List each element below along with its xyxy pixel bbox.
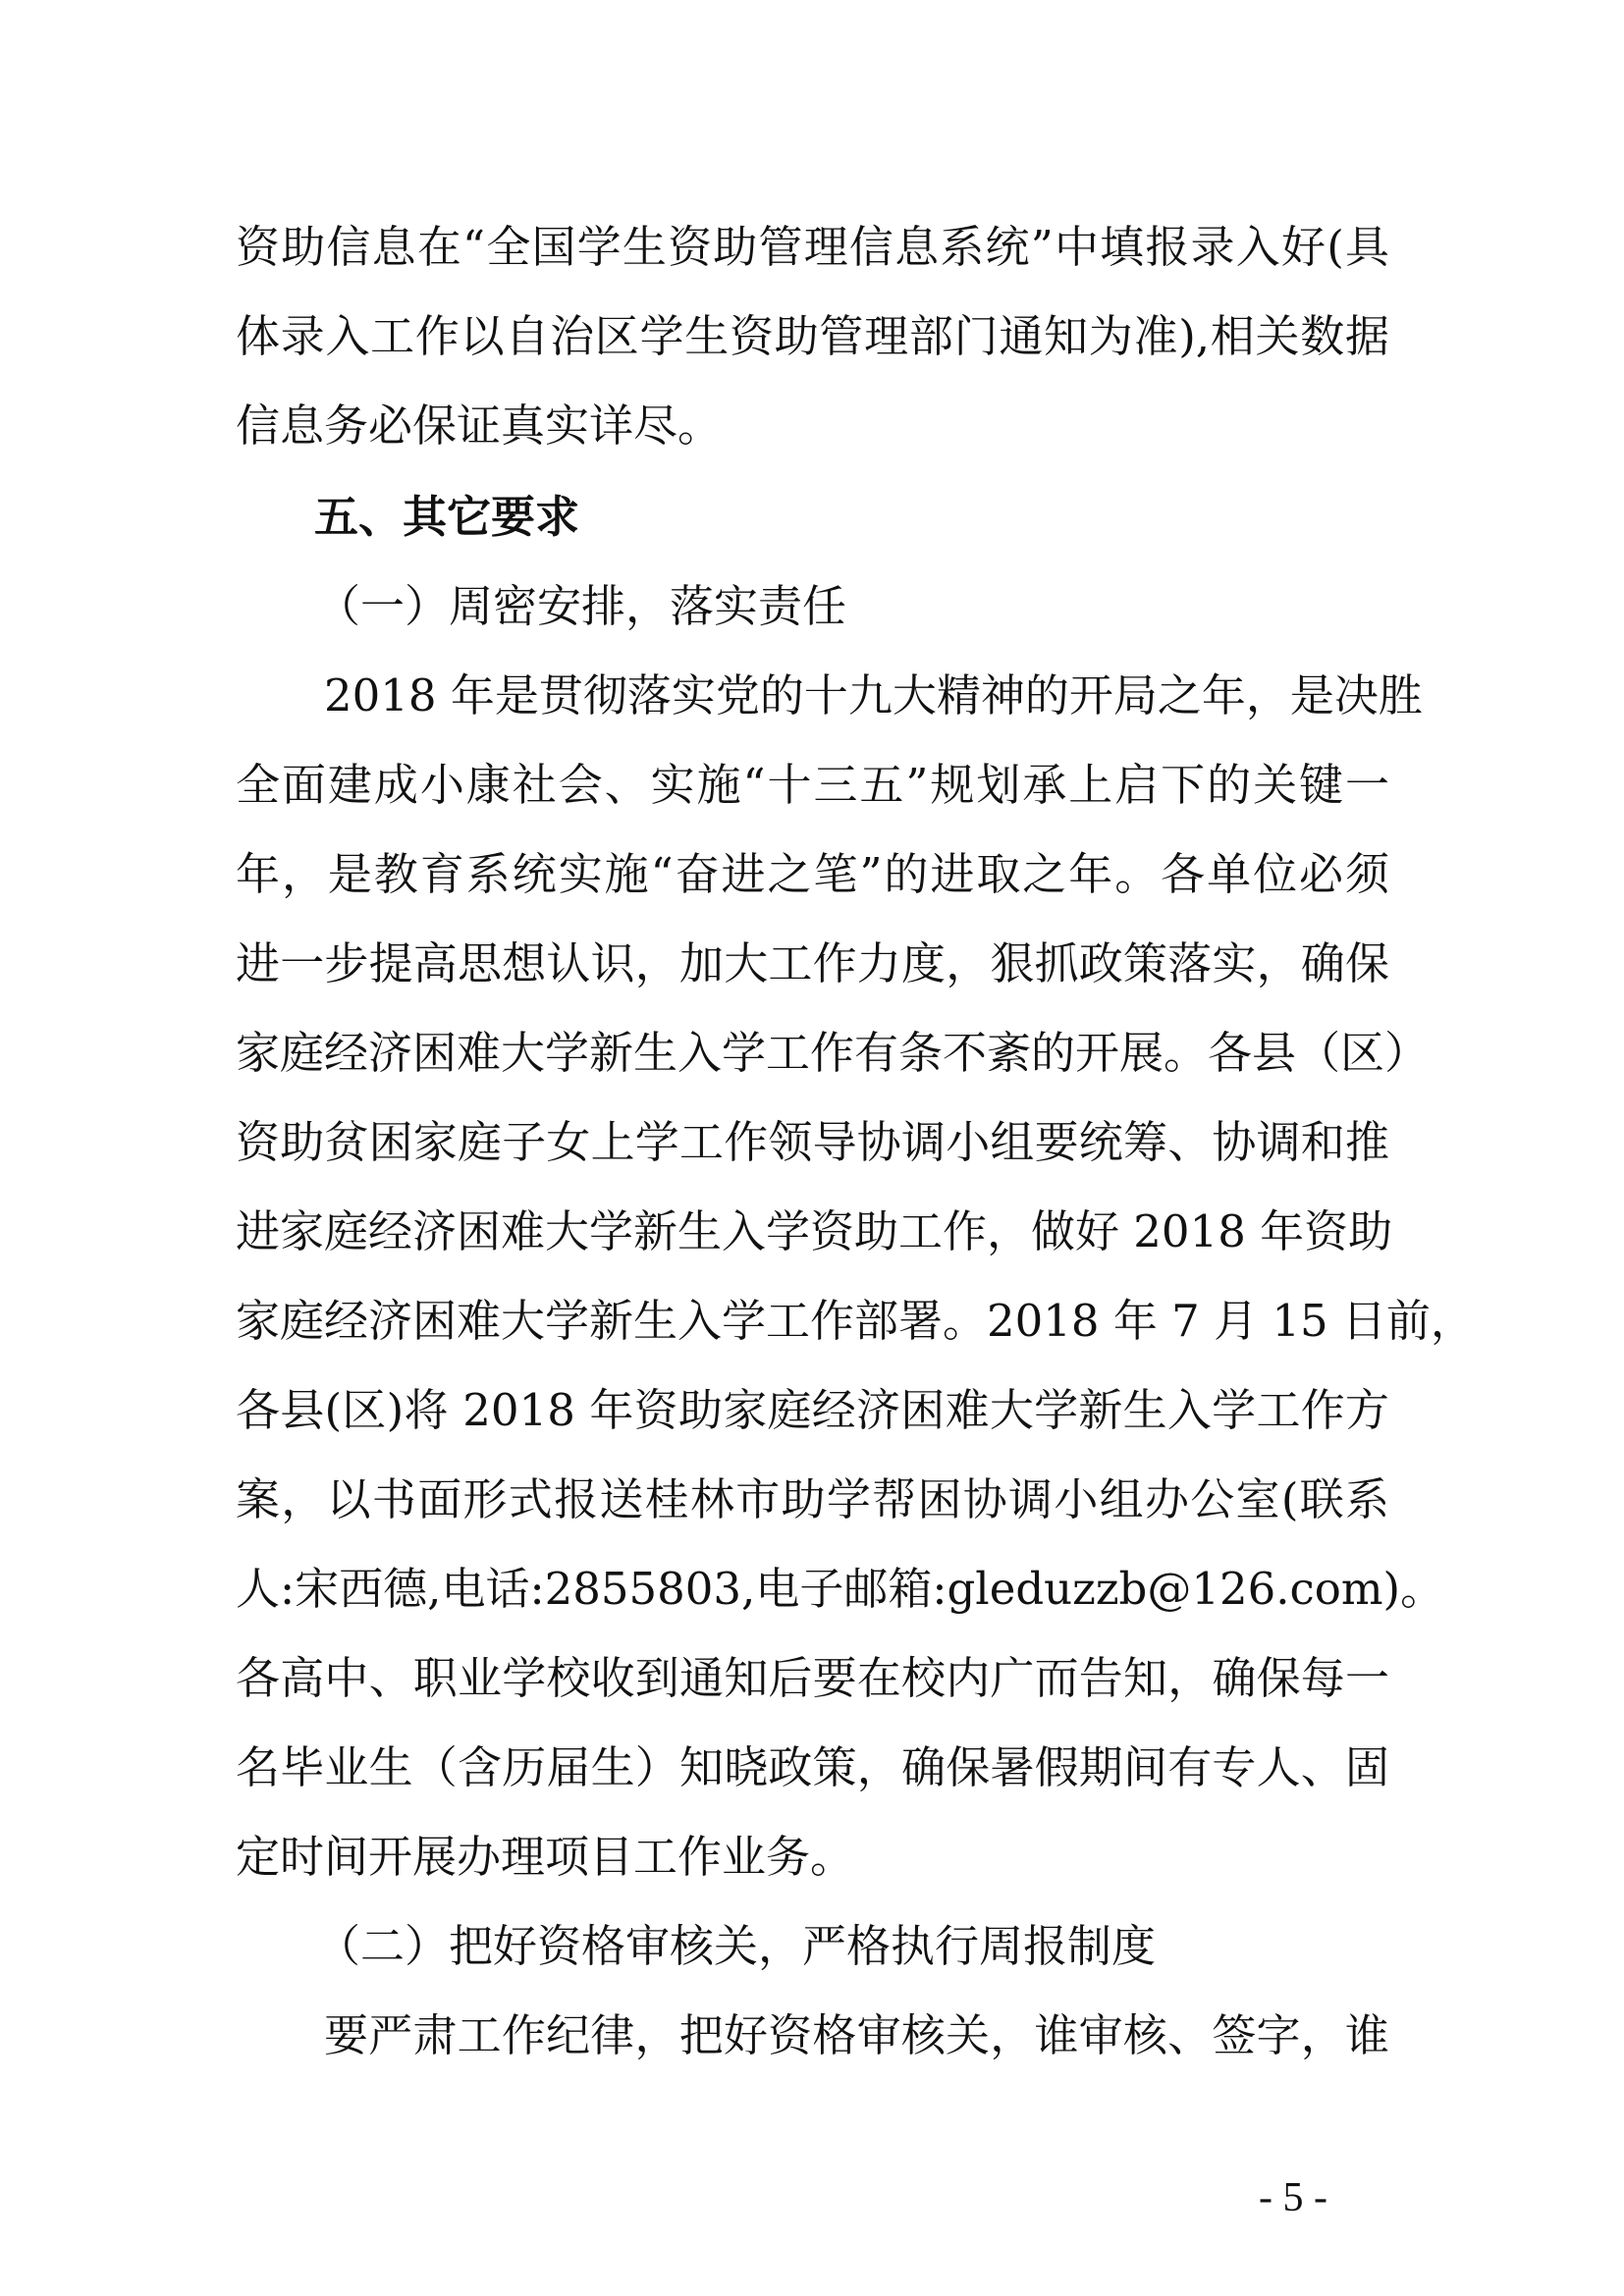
- body-text-line: 各高中、职业学校收到通知后要在校内广而告知，确保每一: [236, 1652, 1389, 1704]
- body-text-line: 年，是教育系统实施“奋进之笔”的进取之年。各单位必须: [236, 848, 1389, 900]
- paragraph-first-line: 2018 年是贯彻落实党的十九大精神的开局之年，是决胜: [324, 669, 1423, 721]
- section-heading: 五、其它要求: [314, 491, 580, 543]
- body-text-line: 家庭经济困难大学新生入学工作有条不紊的开展。各县（区）: [236, 1027, 1430, 1079]
- body-text-line: 名毕业生（含历届生）知晓政策，确保暑假期间有专人、固: [236, 1741, 1389, 1793]
- body-text-line: 进家庭经济困难大学新生入学资助工作，做好 2018 年资助: [236, 1205, 1393, 1257]
- body-text-line: 体录入工作以自治区学生资助管理部门通知为准),相关数据: [236, 310, 1389, 362]
- body-text-line: 家庭经济困难大学新生入学工作部署。2018 年 7 月 15 日前，: [236, 1295, 1475, 1347]
- body-text-line: 案，以书面形式报送桂林市助学帮困协调小组办公室(联系: [236, 1473, 1389, 1525]
- body-text-line: 定时间开展办理项目工作业务。: [236, 1831, 855, 1883]
- page-number: - 5 -: [1259, 2175, 1327, 2220]
- body-text-line: 资助贫困家庭子女上学工作领导协调小组要统筹、协调和推: [236, 1116, 1389, 1168]
- body-text-line: 全面建成小康社会、实施“十三五”规划承上启下的关键一: [236, 759, 1389, 811]
- body-text-line: 进一步提高思想认识，加大工作力度，狠抓政策落实，确保: [236, 937, 1389, 989]
- paragraph-first-line: 要严肃工作纪律，把好资格审核关，谁审核、签字，谁: [324, 2009, 1389, 2061]
- body-text-line: 各县(区)将 2018 年资助家庭经济困难大学新生入学工作方: [236, 1384, 1389, 1436]
- body-text-line: 资助信息在“全国学生资助管理信息系统”中填报录入好(具: [236, 221, 1389, 273]
- subsection-heading: （二）把好资格审核关，严格执行周报制度: [316, 1920, 1157, 1972]
- subsection-heading: （一）周密安排，落实责任: [316, 580, 847, 632]
- body-text-line: 信息务必保证真实详尽。: [236, 400, 723, 452]
- body-text-line: 人:宋西德,电话:2855803,电子邮箱:gleduzzb@126.com)。: [236, 1563, 1445, 1615]
